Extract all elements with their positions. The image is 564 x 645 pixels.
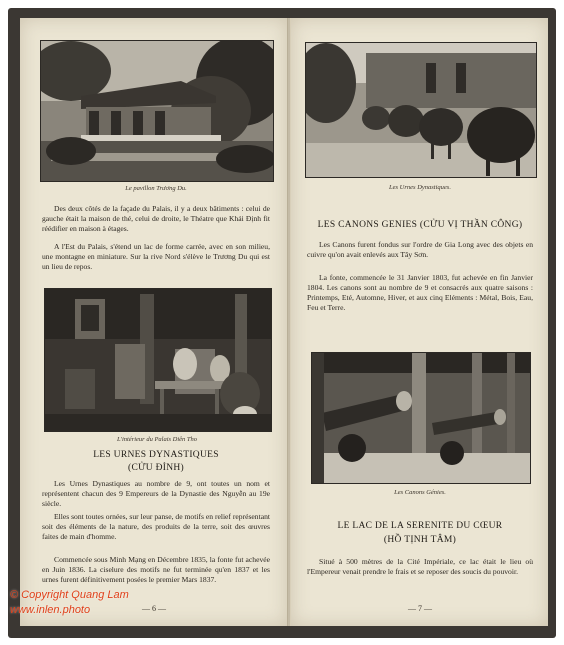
photo-interieur-palais: [44, 288, 272, 432]
photo-canons: [311, 352, 531, 484]
page-number-right: — 7 —: [408, 604, 432, 613]
photo-pavillon: [40, 40, 274, 182]
subheading-cuu-dinh: (CỬU ĐỈNH): [127, 463, 184, 473]
caption-urnes: Les Urnes Dynastiques.: [389, 184, 451, 191]
paragraph-urnes-fonte: Commencée sous Minh Mạng en Décembre 1835, la fonte fut achevée en Juin 1836. La ciselure des motifs ne fut terminée qu'en 1837 et les urnes furent définitivement posées le premier Mars 1837.: [42, 555, 270, 584]
heading-urnes: LES URNES DYNASTIQUES: [93, 450, 219, 460]
paragraph-lac-situe: Situé à 500 mètres de la Cité Impériale, ce lac était le lieu où l'Empereur venait prendre le frais et se reposer des soucis du pouvoir.: [307, 557, 533, 576]
subheading-ho-tinh-tam: (HỒ TỊNH TÂM): [383, 535, 457, 545]
right-page: [290, 18, 548, 626]
website-watermark: www.inlen.photo: [10, 604, 91, 616]
paragraph-canons-fonte: La fonte, commencée le 31 Janvier 1803, fut achevée en fin Janvier 1804. Les canons sont au nombre de 9 et consacrés aux quatre saisons : Printemps, Eté, Automne, Hiver, et aux cinq Eléments : Métal, Bois, Eau, Feu et Terre.: [307, 273, 533, 312]
caption-canons: Les Canons Génies.: [394, 489, 446, 496]
copyright-watermark: © Copyright Quang Lam: [10, 589, 129, 601]
paragraph-urnes-nombre: Les Urnes Dynastiques au nombre de 9, ont toutes un nom et représentent chacun des 9 Empereurs de la Dynastie des Nguyễn au 19e siècle.: [42, 479, 270, 508]
booklet-spread: [8, 8, 556, 638]
caption-interieur: L'intérieur du Palais Diên Tho: [116, 436, 198, 443]
paragraph-urnes-ornees: Elles sont toutes ornées, sur leur panse, de motifs en relief représentant soit des éléments de la nature, des produits de la terre, soit des œuvres faites de main d'homme.: [42, 512, 270, 541]
paragraph-lac: A l'Est du Palais, s'étend un lac de forme carrée, avec en son milieu, une montagne en miniature. Sur la rive Nord s'élève le Trương Du qui est un lieu de repos.: [42, 242, 270, 271]
page-number-left: — 6 —: [142, 604, 166, 613]
left-page: [20, 18, 288, 626]
pavillon-image: [41, 41, 273, 181]
heading-canons: LES CANONS GENIES (CỬU VỊ THẦN CÔNG): [317, 220, 523, 230]
caption-pavillon: Le pavillon Trương Du.: [125, 185, 187, 192]
heading-lac-serenite: LE LAC DE LA SERENITE DU CŒUR: [337, 521, 503, 531]
urnes-image: [306, 43, 536, 177]
interieur-image: [45, 289, 271, 431]
paragraph-canons-fondus: Les Canons furent fondus sur l'ordre de Gia Long avec des objets en cuivre qu'on avait enlevés aux Tây Sơn.: [307, 240, 533, 259]
canons-image: [312, 353, 530, 483]
paragraph-facade: Des deux côtés de la façade du Palais, il y a deux bâtiments : celui de gauche était la maison de thé, celui de droite, le Théatre que Khải Định fit réédifier en maison à étages.: [42, 204, 270, 233]
photo-urnes: [305, 42, 537, 178]
